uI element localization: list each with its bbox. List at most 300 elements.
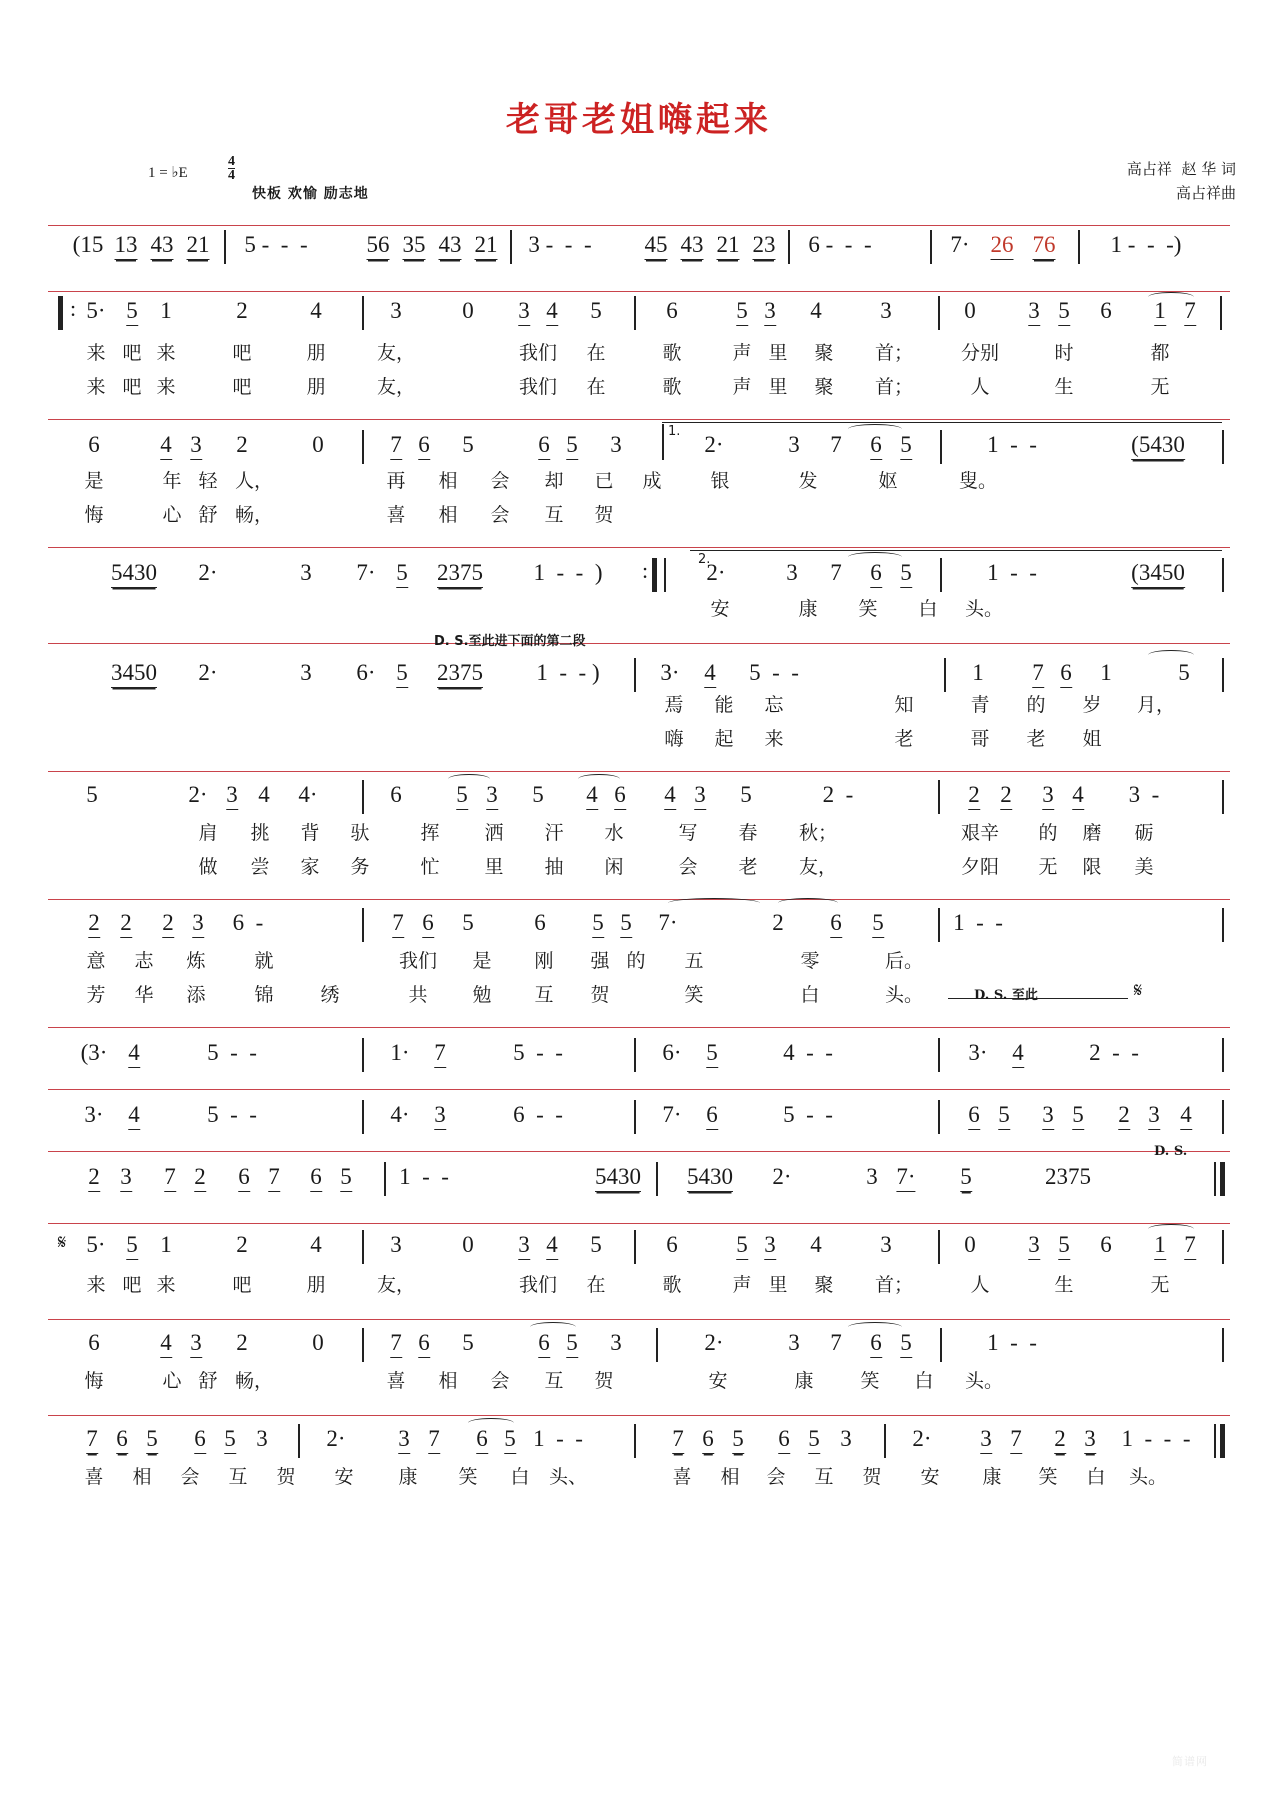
lyric: 康 — [794, 1370, 814, 1392]
lyric: 头。 — [964, 598, 1004, 620]
system-verse-1b — [48, 419, 1230, 547]
lyric: 老 — [1026, 728, 1046, 750]
system-reprise-a — [48, 1223, 1230, 1319]
lyric: 声 — [732, 342, 752, 364]
score-header — [0, 155, 1278, 225]
lyric: 首； — [874, 376, 914, 398]
note: 1 - - ) — [536, 660, 600, 685]
note: 5 — [126, 298, 138, 326]
lyric: 友， — [376, 376, 416, 398]
lyric: 首； — [874, 342, 914, 364]
lyric: 吧 — [122, 1274, 142, 1296]
note: 6 — [614, 782, 626, 810]
lyric: 忙 — [420, 856, 440, 878]
system-verse-2a — [48, 634, 1230, 771]
lyric: 互 — [534, 984, 554, 1006]
lyrics-coda — [48, 1462, 1230, 1496]
note: 6 — [1100, 298, 1112, 323]
system-coda — [48, 1415, 1230, 1511]
second-ending-label: 2. — [698, 552, 711, 567]
lyric: 吧 — [122, 342, 142, 364]
lyric: 年 — [162, 470, 182, 492]
ds-segue-annotation: D. S.至此进下面的第二段 — [434, 634, 586, 649]
lyric: 在 — [586, 342, 606, 364]
note: (3· — [80, 1040, 108, 1065]
note: 5· — [86, 1232, 106, 1257]
note: 1 - - — [987, 560, 1037, 585]
note: 5 — [736, 298, 748, 326]
lyric: 头、 — [548, 1466, 588, 1488]
note: 4· — [298, 782, 318, 807]
system-reprise-b — [48, 1319, 1230, 1415]
note: 5 — [566, 432, 578, 460]
lyric: 是 — [472, 950, 492, 972]
note: 4 — [1012, 1040, 1024, 1068]
note: 4 — [160, 1330, 172, 1358]
lyric: 家 — [300, 856, 320, 878]
lyric: 砺 — [1134, 822, 1154, 844]
note: 3 — [1042, 1102, 1054, 1130]
note: 6 — [778, 1426, 790, 1454]
note: 3 — [1084, 1426, 1096, 1454]
lyric: 妪 — [878, 470, 898, 492]
watermark: 简谱网 — [1172, 1755, 1208, 1768]
coda-sign: 𝄋 — [57, 1232, 67, 1254]
system-intro — [48, 225, 1230, 291]
note: 6 — [116, 1426, 128, 1454]
lyric: 老 — [738, 856, 758, 878]
note: 43 — [439, 232, 462, 260]
note: 7 — [392, 910, 404, 938]
note: 2 — [772, 910, 784, 935]
note: 6 — [870, 432, 882, 460]
note: 5 — [504, 1426, 516, 1454]
note: 1 — [972, 660, 984, 685]
note: 2 - - — [1089, 1040, 1139, 1065]
lyric: 舒 — [198, 1370, 218, 1392]
note: 5 — [396, 560, 408, 588]
note: 2 — [1118, 1102, 1130, 1130]
note: 3 — [486, 782, 498, 810]
note: 21 — [187, 232, 210, 260]
lyric: 头。 — [964, 1370, 1004, 1392]
lyric: 会 — [766, 1466, 786, 1488]
note: 2· — [188, 782, 208, 807]
note: 3 — [390, 298, 402, 323]
lyric: 互 — [814, 1466, 834, 1488]
note: 7· — [356, 560, 376, 585]
note: 6 — [666, 1232, 678, 1257]
note: 1 — [1154, 298, 1166, 326]
note: 7 — [1010, 1426, 1022, 1454]
lyrics-verse-2b-bottom — [48, 852, 1230, 886]
lyric: 在 — [586, 376, 606, 398]
lyric: 我们 — [518, 376, 558, 398]
lyric: 岁 — [1082, 694, 1102, 716]
note: 3· — [84, 1102, 104, 1127]
lyric: 朋 — [306, 342, 326, 364]
lyric: 写 — [678, 822, 698, 844]
note: 7 — [390, 432, 402, 460]
notes-reprise-a — [48, 1224, 1230, 1270]
note: 1 - - -) — [1110, 232, 1182, 257]
note: 6 — [390, 782, 402, 807]
note: 3 — [866, 1164, 878, 1189]
note: 3 — [434, 1102, 446, 1130]
note: 6 — [194, 1426, 206, 1454]
lyric: 的 — [626, 950, 646, 972]
note: 6 — [1100, 1232, 1112, 1257]
lyric: 吧 — [122, 376, 142, 398]
lyric: 生 — [1054, 376, 1074, 398]
note: 2 — [120, 910, 132, 938]
lyric: 能 — [714, 694, 734, 716]
note: 23 — [753, 232, 776, 260]
lyric: 哥 — [970, 728, 990, 750]
note: 4· — [390, 1102, 410, 1127]
note: 3 — [518, 1232, 530, 1260]
lyric: 笑 — [684, 984, 704, 1006]
lyric: 就 — [254, 950, 274, 972]
lyric: 艰辛 — [960, 822, 1000, 844]
lyric: 叟。 — [958, 470, 998, 492]
lyric: 分别 — [960, 342, 1000, 364]
note: 4 — [664, 782, 676, 810]
note: 4 — [128, 1040, 140, 1068]
tempo-marking: 快板 欢愉 励志地 — [252, 186, 369, 202]
lyric: 安 — [710, 598, 730, 620]
note: 3 — [398, 1426, 410, 1454]
note: 2· — [704, 432, 724, 457]
note: 3 — [300, 660, 312, 685]
lyric: 挥 — [420, 822, 440, 844]
note: 3 — [788, 432, 800, 457]
note: 6 — [310, 1164, 322, 1192]
lyric: 挑 — [250, 822, 270, 844]
note: 7 — [830, 432, 842, 457]
note: 2· — [198, 560, 218, 585]
page-title: 老哥老姐嗨起来 — [506, 100, 772, 140]
note: 2 - — [822, 782, 854, 807]
note: 5 - - - — [244, 232, 308, 257]
note: 3· — [660, 660, 680, 685]
note: 35 — [403, 232, 426, 260]
lyric: 刚 — [534, 950, 554, 972]
lyric: 友， — [376, 342, 416, 364]
lyric: 里 — [768, 376, 788, 398]
lyrics-verse-1a-bottom — [48, 372, 1230, 406]
notes-verse-1c — [48, 548, 1230, 594]
lyric: 是 — [84, 470, 104, 492]
lyric: 吧 — [232, 376, 252, 398]
repeat-sign: : — [70, 296, 77, 321]
lyric: 共 — [408, 984, 428, 1006]
lyric: 在 — [586, 1274, 606, 1296]
lyric: 水 — [604, 822, 624, 844]
first-ending-label: 1. — [668, 424, 681, 439]
note: 5 — [872, 910, 884, 938]
note: 6 — [968, 1102, 980, 1130]
lyric: 零 — [800, 950, 820, 972]
lyric: 来 — [156, 1274, 176, 1296]
lyric: 歌 — [662, 376, 682, 398]
lyric: 秋； — [798, 822, 838, 844]
note: 5 - - — [207, 1040, 257, 1065]
lyric: 贺 — [862, 1466, 882, 1488]
lyric: 志 — [134, 950, 154, 972]
notes-verse-2a — [48, 634, 1230, 690]
note: 4 — [1180, 1102, 1192, 1130]
note: 3 — [880, 1232, 892, 1257]
note: 2· — [912, 1426, 932, 1451]
note: 6 — [538, 432, 550, 460]
note: 5 - - — [513, 1040, 563, 1065]
lyric: 聚 — [814, 376, 834, 398]
note: 1 - - — [533, 1426, 583, 1451]
note: 7 — [672, 1426, 684, 1454]
note: 5 — [462, 910, 474, 935]
note: 5 — [900, 432, 912, 460]
note: 4 — [310, 1232, 322, 1257]
note: 5· — [86, 298, 106, 323]
note: 3 — [1042, 782, 1054, 810]
lyric: 康 — [398, 1466, 418, 1488]
lyric: 贺 — [590, 984, 610, 1006]
note: 6 - - — [513, 1102, 563, 1127]
note: (5430 — [1131, 432, 1185, 460]
note: 7 — [86, 1426, 98, 1454]
note: 1 - - — [987, 1330, 1037, 1355]
note: 2 — [1054, 1426, 1066, 1454]
lyric: 贺 — [276, 1466, 296, 1488]
note: 2 — [236, 1232, 248, 1257]
lyric: 时 — [1054, 342, 1074, 364]
time-signature-bottom: 4 — [228, 168, 235, 183]
lyric: 白 — [914, 1370, 934, 1392]
note: 1 - - — [399, 1164, 449, 1189]
note: 3450 — [111, 660, 157, 688]
notes-intro — [48, 226, 1230, 272]
notes-interlude-3 — [48, 1144, 1230, 1198]
lyric: 笑 — [860, 1370, 880, 1392]
lyricist-credit: 高占祥 赵 华 词 — [1126, 160, 1236, 178]
coda-sign: 𝄋 — [1133, 978, 1143, 1002]
lyric: 友， — [376, 1274, 416, 1296]
lyric: 安 — [920, 1466, 940, 1488]
lyric: 朋 — [306, 376, 326, 398]
lyrics-reprise-a — [48, 1270, 1230, 1304]
lyric: 我们 — [398, 950, 438, 972]
lyric: 贺 — [594, 1370, 614, 1392]
lyric: 人， — [234, 470, 274, 492]
time-signature — [228, 155, 235, 182]
time-signature-top: 4 — [228, 154, 235, 169]
note: 3 — [786, 560, 798, 585]
note: 5 — [960, 1164, 972, 1192]
lyrics-verse-2a-bottom — [48, 724, 1230, 758]
lyric: 绣 — [320, 984, 340, 1006]
lyric: 聚 — [814, 1274, 834, 1296]
note: 1 — [1154, 1232, 1166, 1260]
lyric: 月， — [1136, 694, 1176, 716]
note: 6 — [418, 1330, 430, 1358]
note: 1 - - ) — [533, 560, 603, 585]
lyric: 银 — [710, 470, 730, 492]
note: 6 — [830, 910, 842, 938]
system-verse-2c — [48, 899, 1230, 1027]
note: 5 — [732, 1426, 744, 1454]
note: 3 — [120, 1164, 132, 1192]
lyric: 来 — [86, 1274, 106, 1296]
lyric: 相 — [438, 470, 458, 492]
note: 7· — [896, 1164, 915, 1192]
note: 0 — [462, 298, 474, 323]
note: 5 — [1178, 660, 1190, 685]
lyric: 我们 — [518, 342, 558, 364]
lyric: 白 — [918, 598, 938, 620]
note: 6 — [422, 910, 434, 938]
note: 5 — [740, 782, 752, 807]
note: 7 — [434, 1040, 446, 1068]
ds-to-here-annotation: D. S. 至此 — [974, 988, 1038, 1003]
note: 3 - — [1128, 782, 1160, 807]
lyric: 白 — [800, 984, 820, 1006]
note: 2 — [162, 910, 174, 938]
lyric: 来 — [764, 728, 784, 750]
note: 2 — [194, 1164, 206, 1192]
note: 6 — [238, 1164, 250, 1192]
note: 6 — [870, 560, 882, 588]
lyric: 无 — [1038, 856, 1058, 878]
lyric: 青 — [970, 694, 990, 716]
note: 6 — [88, 1330, 100, 1355]
note: 45 — [645, 232, 668, 260]
lyric: 限 — [1082, 856, 1102, 878]
note: 4 — [128, 1102, 140, 1130]
note: 2 — [236, 298, 248, 323]
note: 5 — [340, 1164, 352, 1192]
lyric: 白 — [510, 1466, 530, 1488]
note: 5 — [566, 1330, 578, 1358]
lyric: 喜 — [386, 504, 406, 526]
note: 5 — [1058, 298, 1070, 326]
lyric: 焉 — [664, 694, 684, 716]
note: 56 — [367, 232, 390, 260]
note: 3 — [840, 1426, 852, 1451]
note: 0 — [462, 1232, 474, 1257]
note: 2375 — [1045, 1164, 1091, 1189]
note: 5 — [1058, 1232, 1070, 1260]
note: 4 — [258, 782, 270, 807]
lyric: 都 — [1150, 342, 1170, 364]
ds-annotation: D. S. — [1154, 1144, 1188, 1159]
lyric: 畅， — [234, 504, 274, 526]
lyric: 洒 — [484, 822, 504, 844]
lyric: 再 — [386, 470, 406, 492]
system-verse-1a — [48, 291, 1230, 419]
note: 7 — [1032, 660, 1044, 688]
note: 2 — [88, 1164, 100, 1192]
note: 7· — [658, 910, 678, 935]
lyric: 忘 — [764, 694, 784, 716]
note: 5 - - — [783, 1102, 833, 1127]
lyric: 互 — [544, 1370, 564, 1392]
note: 6 — [706, 1102, 718, 1130]
note: 2· — [198, 660, 218, 685]
lyric: 人 — [970, 1274, 990, 1296]
note: 6· — [662, 1040, 682, 1065]
lyric: 抽 — [544, 856, 564, 878]
note: 4 — [586, 782, 598, 810]
lyric: 互 — [228, 1466, 248, 1488]
notes-verse-2c — [48, 900, 1230, 946]
repeat-sign: : — [642, 558, 649, 583]
lyric: 发 — [798, 470, 818, 492]
lyric: 闲 — [604, 856, 624, 878]
note: 6 — [702, 1426, 714, 1454]
lyric: 的 — [1038, 822, 1058, 844]
note: 1 - - — [987, 432, 1037, 457]
note: 2 — [88, 910, 100, 938]
note: 6 — [418, 432, 430, 460]
note: 4 — [546, 1232, 558, 1260]
note: 0 — [964, 1232, 976, 1257]
note: 26 — [991, 232, 1014, 260]
lyric: 老 — [894, 728, 914, 750]
lyric: 相 — [720, 1466, 740, 1488]
system-interlude-3 — [48, 1144, 1230, 1223]
lyric: 吧 — [232, 1274, 252, 1296]
note: 3 — [390, 1232, 402, 1257]
note: 2 — [236, 432, 248, 457]
note: 4 — [810, 1232, 822, 1257]
note: 5 — [590, 1232, 602, 1257]
note: 43 — [151, 232, 174, 260]
lyric: 肩 — [198, 822, 218, 844]
note: 4 — [810, 298, 822, 323]
note: 0 — [312, 1330, 324, 1355]
lyric: 友， — [798, 856, 838, 878]
note: 43 — [681, 232, 704, 260]
lyric: 悔 — [84, 504, 104, 526]
note: 0 — [964, 298, 976, 323]
note: 6 — [538, 1330, 550, 1358]
note: 3 — [980, 1426, 992, 1454]
note: 5 — [224, 1426, 236, 1454]
lyric: 美 — [1134, 856, 1154, 878]
lyric: 来 — [86, 376, 106, 398]
lyric: 轻 — [198, 470, 218, 492]
lyric: 会 — [490, 1370, 510, 1392]
notes-verse-2b — [48, 772, 1230, 818]
note: 2· — [704, 1330, 724, 1355]
note: 13 — [115, 232, 138, 260]
lyric: 悔 — [84, 1370, 104, 1392]
lyric: 笑 — [858, 598, 878, 620]
lyric: 贺 — [594, 504, 614, 526]
lyric: 生 — [1054, 1274, 1074, 1296]
notes-verse-1a — [48, 292, 1230, 338]
note: 76 — [1033, 232, 1056, 260]
lyric: 姐 — [1082, 728, 1102, 750]
lyric: 安 — [334, 1466, 354, 1488]
note: 4 — [310, 298, 322, 323]
lyric: 里 — [768, 342, 788, 364]
note: 3 — [518, 298, 530, 326]
note: 3 — [610, 1330, 622, 1355]
note: 2 — [236, 1330, 248, 1355]
note: 6 — [870, 1330, 882, 1358]
